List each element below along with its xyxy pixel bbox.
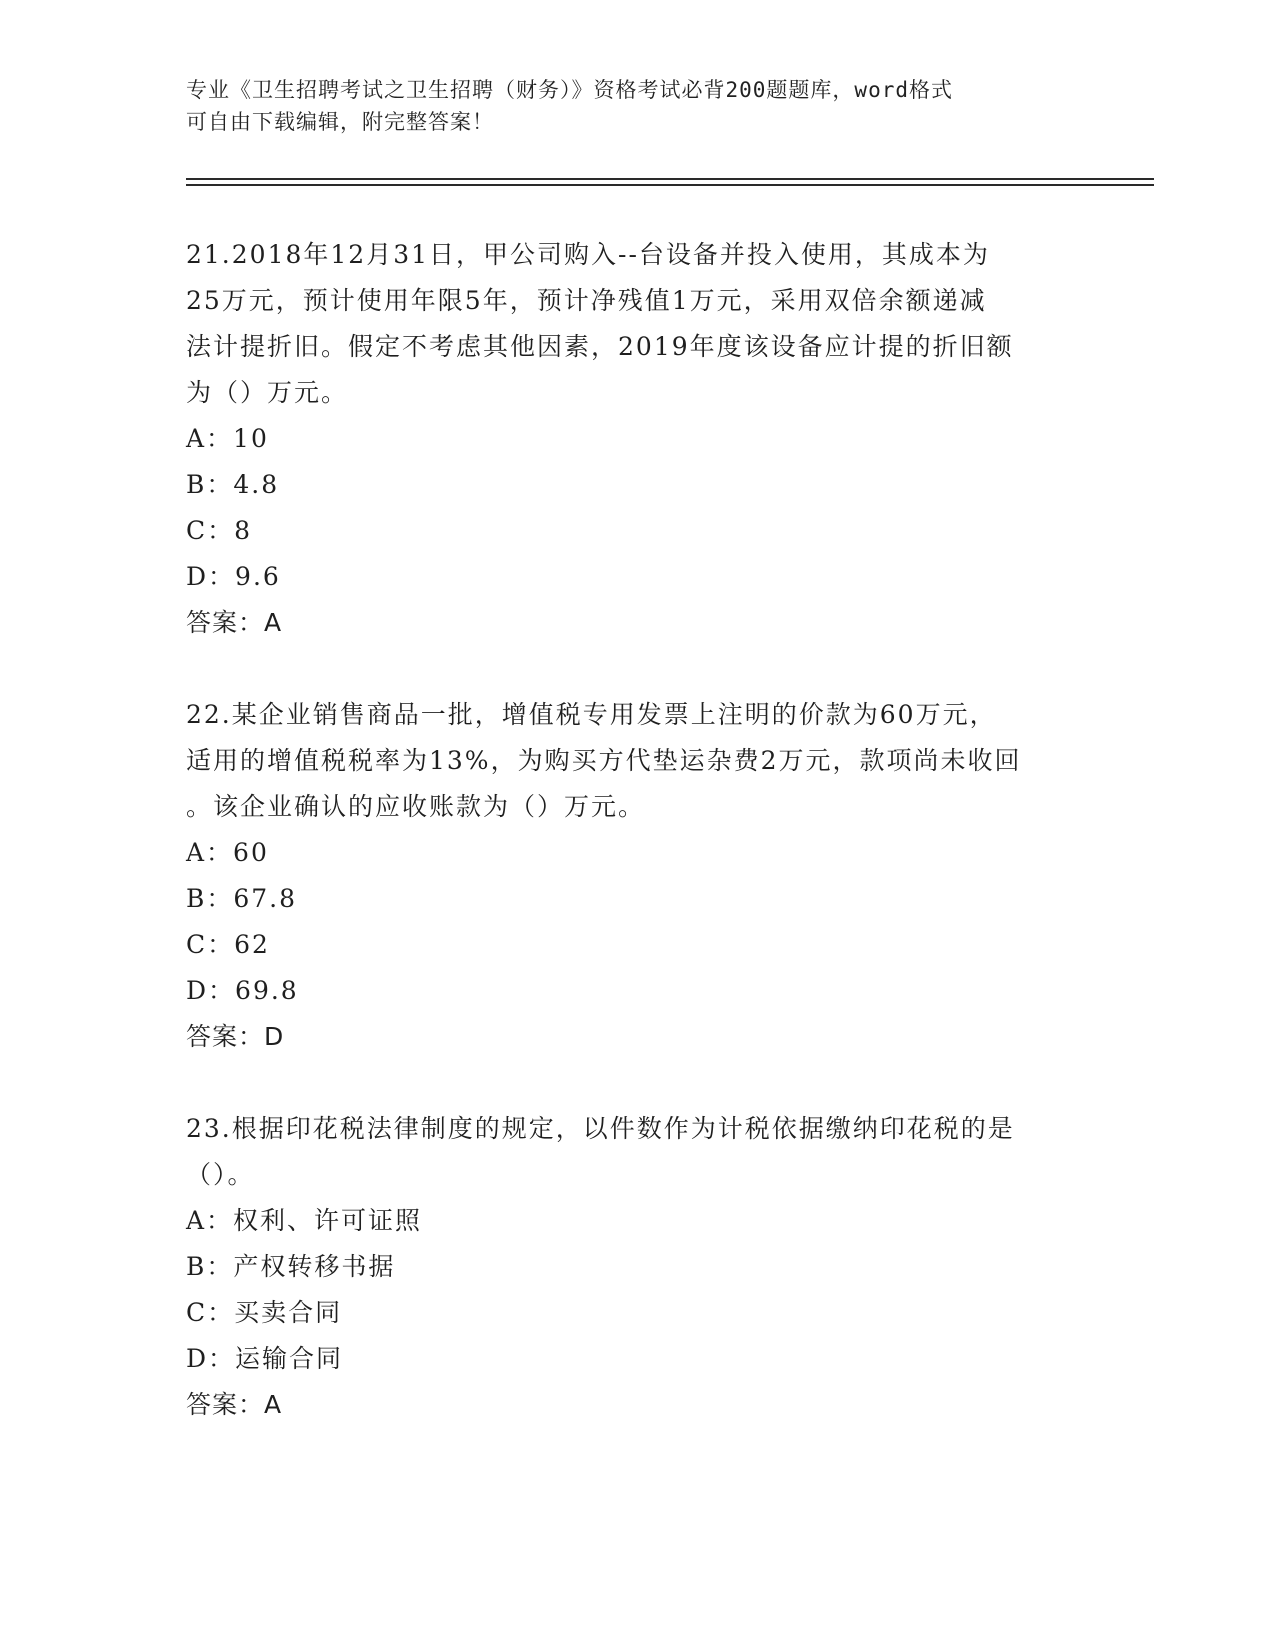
option-d: D：9.6 <box>186 562 281 591</box>
answer-label: 答案：A <box>186 608 283 637</box>
question-21 <box>186 232 1086 646</box>
option-a: A：权利、许可证照 <box>186 1206 423 1235</box>
option-a: A：10 <box>186 424 269 453</box>
option-d: D：运输合同 <box>186 1344 344 1373</box>
option-c: C：62 <box>186 930 270 959</box>
question-23 <box>186 1106 1086 1428</box>
question-stem-line: 。该企业确认的应收账款为（）万元。 <box>186 792 646 821</box>
answer-label: 答案：D <box>186 1022 285 1051</box>
header-divider-top <box>186 178 1154 180</box>
question-stem-line: 22.某企业销售商品一批，增值税专用发票上注明的价款为60万元， <box>186 700 997 729</box>
header-line-1: 专业《卫生招聘考试之卫生招聘（财务）》资格考试必背200题题库，word格式 <box>186 78 953 102</box>
option-c: C：8 <box>186 516 253 545</box>
question-stem-line: 23.根据印花税法律制度的规定，以件数作为计税依据缴纳印花税的是 <box>186 1114 1015 1143</box>
option-b: B：67.8 <box>186 884 298 913</box>
question-stem-line: （）。 <box>186 1160 255 1189</box>
question-stem-line: 为（）万元。 <box>186 378 349 407</box>
option-d: D：69.8 <box>186 976 299 1005</box>
question-stem-line: 适用的增值税税率为13%，为购买方代垫运杂费2万元，款项尚未收回 <box>186 746 1022 775</box>
question-stem-line: 21.2018年12月31日，甲公司购入--台设备并投入使用，其成本为 <box>186 240 990 269</box>
header-divider-bottom <box>186 184 1154 186</box>
option-a: A：60 <box>186 838 269 867</box>
document-header <box>186 74 1066 138</box>
question-stem-line: 法计提折旧。假定不考虑其他因素，2019年度该设备应计提的折旧额 <box>186 332 1014 361</box>
question-22 <box>186 692 1086 1060</box>
option-b: B：产权转移书据 <box>186 1252 396 1281</box>
option-b: B：4.8 <box>186 470 280 499</box>
question-stem-line: 25万元，预计使用年限5年，预计净残值1万元，采用双倍余额递减 <box>186 286 987 315</box>
option-c: C：买卖合同 <box>186 1298 343 1327</box>
answer-label: 答案：A <box>186 1390 283 1419</box>
header-line-2: 可自由下载编辑，附完整答案！ <box>186 110 494 134</box>
